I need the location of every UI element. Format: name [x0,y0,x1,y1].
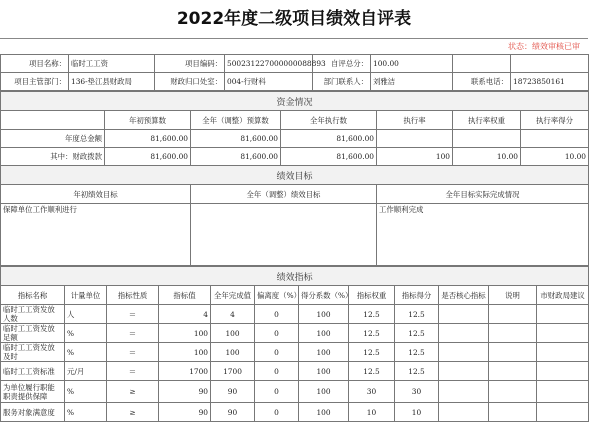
table-row [1,403,589,422]
indicator-deviation: 0 [255,324,299,343]
table-row [1,305,589,324]
indicator-empty-cell [439,362,489,381]
indicator-empty-cell [489,381,537,403]
indicator-weight: 12.5 [349,305,395,324]
indicators-section-title: 绩效指标 [1,267,589,286]
indicator-value: 4 [159,305,211,324]
indicator-coef: 100 [299,362,349,381]
indicator-unit: 元/月 [65,362,107,381]
funds-budget: 81,600.00 [105,148,191,166]
indicator-score: 12.5 [395,305,439,324]
indicator-weight: 30 [349,381,395,403]
funds-budget: 81,600.00 [105,130,191,148]
indicator-score: 10 [395,403,439,422]
indicator-nature: ＝ [107,324,159,343]
indicator-value: 90 [159,403,211,422]
table-row [1,324,589,343]
indicators-header: 指标得分 [395,286,439,305]
indicator-empty-cell [489,343,537,362]
indicator-coef: 100 [299,305,349,324]
contact-value: 刘雅洁 [371,73,453,91]
funds-executed: 81,600.00 [281,130,377,148]
indicator-nature: ＝ [107,305,159,324]
table-row [1,343,589,362]
indicator-score: 12.5 [395,343,439,362]
goals-table [0,165,589,266]
finance-value: 004-行财科 [225,73,313,91]
indicator-empty-cell [439,381,489,403]
indicator-actual: 90 [211,403,255,422]
self-score-label: 自评总分： [313,55,371,73]
dept-value: 136-垫江县财政局 [69,73,155,91]
contact-label: 部门联系人： [313,73,371,91]
finance-label: 财政归口处室： [155,73,225,91]
indicator-value: 100 [159,324,211,343]
table-row [1,381,589,403]
indicators-header: 指标值 [159,286,211,305]
indicator-unit: % [65,381,107,403]
indicator-empty-cell [537,381,589,403]
funds-header: 执行率权重 [453,111,521,130]
indicator-score: 12.5 [395,362,439,381]
indicator-nature: ≥ [107,403,159,422]
funds-score [521,130,589,148]
indicator-coef: 100 [299,403,349,422]
project-code-value: 500231227000000088893 [225,55,313,73]
indicator-empty-cell [439,343,489,362]
funds-adjusted: 81,600.00 [191,148,281,166]
dept-label: 项目主管部门： [1,73,69,91]
indicator-actual: 4 [211,305,255,324]
indicators-header: 市财政局建议 [537,286,589,305]
indicator-nature: ＝ [107,343,159,362]
indicators-header: 说明 [489,286,537,305]
indicators-header: 指标性质 [107,286,159,305]
indicators-header: 指标名称 [1,286,65,305]
indicator-name: 临时工工资发放人数 [1,305,65,324]
indicator-weight: 12.5 [349,324,395,343]
indicators-table [0,266,589,422]
indicator-deviation: 0 [255,305,299,324]
indicator-empty-cell [537,343,589,362]
goal-adjusted [191,204,377,266]
goals-section-title: 绩效目标 [1,166,589,185]
indicator-weight: 12.5 [349,362,395,381]
funds-table [0,91,589,166]
goal-initial: 保障单位工作顺利进行 [1,204,191,266]
goals-header: 全年（调整）绩效目标 [191,185,377,204]
funds-executed: 81,600.00 [281,148,377,166]
indicator-coef: 100 [299,381,349,403]
indicator-value: 100 [159,343,211,362]
project-code-label: 项目编码： [155,55,225,73]
project-name-label: 项目名称： [1,55,69,73]
indicator-name: 临时工工资发放及时 [1,343,65,362]
indicator-empty-cell [439,403,489,422]
funds-section-title: 资金情况 [1,92,589,111]
indicator-actual: 100 [211,343,255,362]
indicator-name: 服务对象满意度 [1,403,65,422]
indicator-empty-cell [489,324,537,343]
indicator-actual: 100 [211,324,255,343]
indicators-header: 偏离度（%） [255,286,299,305]
indicators-header: 指标权重 [349,286,395,305]
self-score-value: 100.00 [371,55,453,73]
indicator-deviation: 0 [255,343,299,362]
funds-rate: 100 [377,148,453,166]
project-name-value: 临时工工资 [69,55,155,73]
indicator-unit: % [65,403,107,422]
table-row [1,362,589,381]
indicator-empty-cell [537,324,589,343]
phone-label: 联系电话： [453,73,511,91]
indicator-unit: % [65,324,107,343]
indicator-nature: ＝ [107,362,159,381]
indicator-nature: ≥ [107,381,159,403]
indicator-empty-cell [489,403,537,422]
indicator-coef: 100 [299,324,349,343]
funds-score: 10.00 [521,148,589,166]
goals-header: 全年目标实际完成情况 [377,185,589,204]
indicator-weight: 12.5 [349,343,395,362]
funds-rate [377,130,453,148]
indicator-score: 30 [395,381,439,403]
goal-actual: 工作顺利完成 [377,204,589,266]
indicator-name: 为单位履行职能职责提供保障 [1,381,65,403]
indicators-header: 计量单位 [65,286,107,305]
indicator-actual: 90 [211,381,255,403]
funds-row-label: 年度总金额 [1,130,105,148]
indicator-value: 90 [159,381,211,403]
indicator-value: 1700 [159,362,211,381]
funds-header: 全年执行数 [281,111,377,130]
indicator-empty-cell [439,305,489,324]
status-row [0,38,588,55]
indicator-score: 12.5 [395,324,439,343]
funds-header: 全年（调整）预算数 [191,111,281,130]
indicators-header: 得分系数（%） [299,286,349,305]
funds-weight [453,130,521,148]
indicator-unit: % [65,343,107,362]
indicator-deviation: 0 [255,403,299,422]
funds-weight: 10.00 [453,148,521,166]
phone-value: 18723850161 [511,73,589,91]
status-badge: 状态：绩效审核已审 [508,42,580,51]
indicator-actual: 1700 [211,362,255,381]
page-title: 2022年度二级项目绩效自评表 [176,9,412,29]
indicator-empty-cell [537,305,589,324]
funds-header: 执行率 [377,111,453,130]
indicator-empty-cell [537,362,589,381]
project-info-table [0,54,589,91]
indicators-header: 全年完成值 [211,286,255,305]
goals-header: 年初绩效目标 [1,185,191,204]
indicator-empty-cell [489,362,537,381]
indicator-empty-cell [537,403,589,422]
indicator-unit: 人 [65,305,107,324]
indicator-weight: 10 [349,403,395,422]
indicator-name: 临时工工资标准 [1,362,65,381]
funds-adjusted: 81,600.00 [191,130,281,148]
indicator-coef: 100 [299,343,349,362]
indicators-header: 是否核心指标 [439,286,489,305]
indicator-empty-cell [439,324,489,343]
funds-row-label: 其中：财政拨款 [1,148,105,166]
funds-header: 执行率得分 [521,111,589,130]
indicator-deviation: 0 [255,381,299,403]
indicators-body [1,305,589,422]
indicator-deviation: 0 [255,362,299,381]
indicator-name: 临时工工资发放足额 [1,324,65,343]
funds-header: 年初预算数 [105,111,191,130]
indicator-empty-cell [489,305,537,324]
